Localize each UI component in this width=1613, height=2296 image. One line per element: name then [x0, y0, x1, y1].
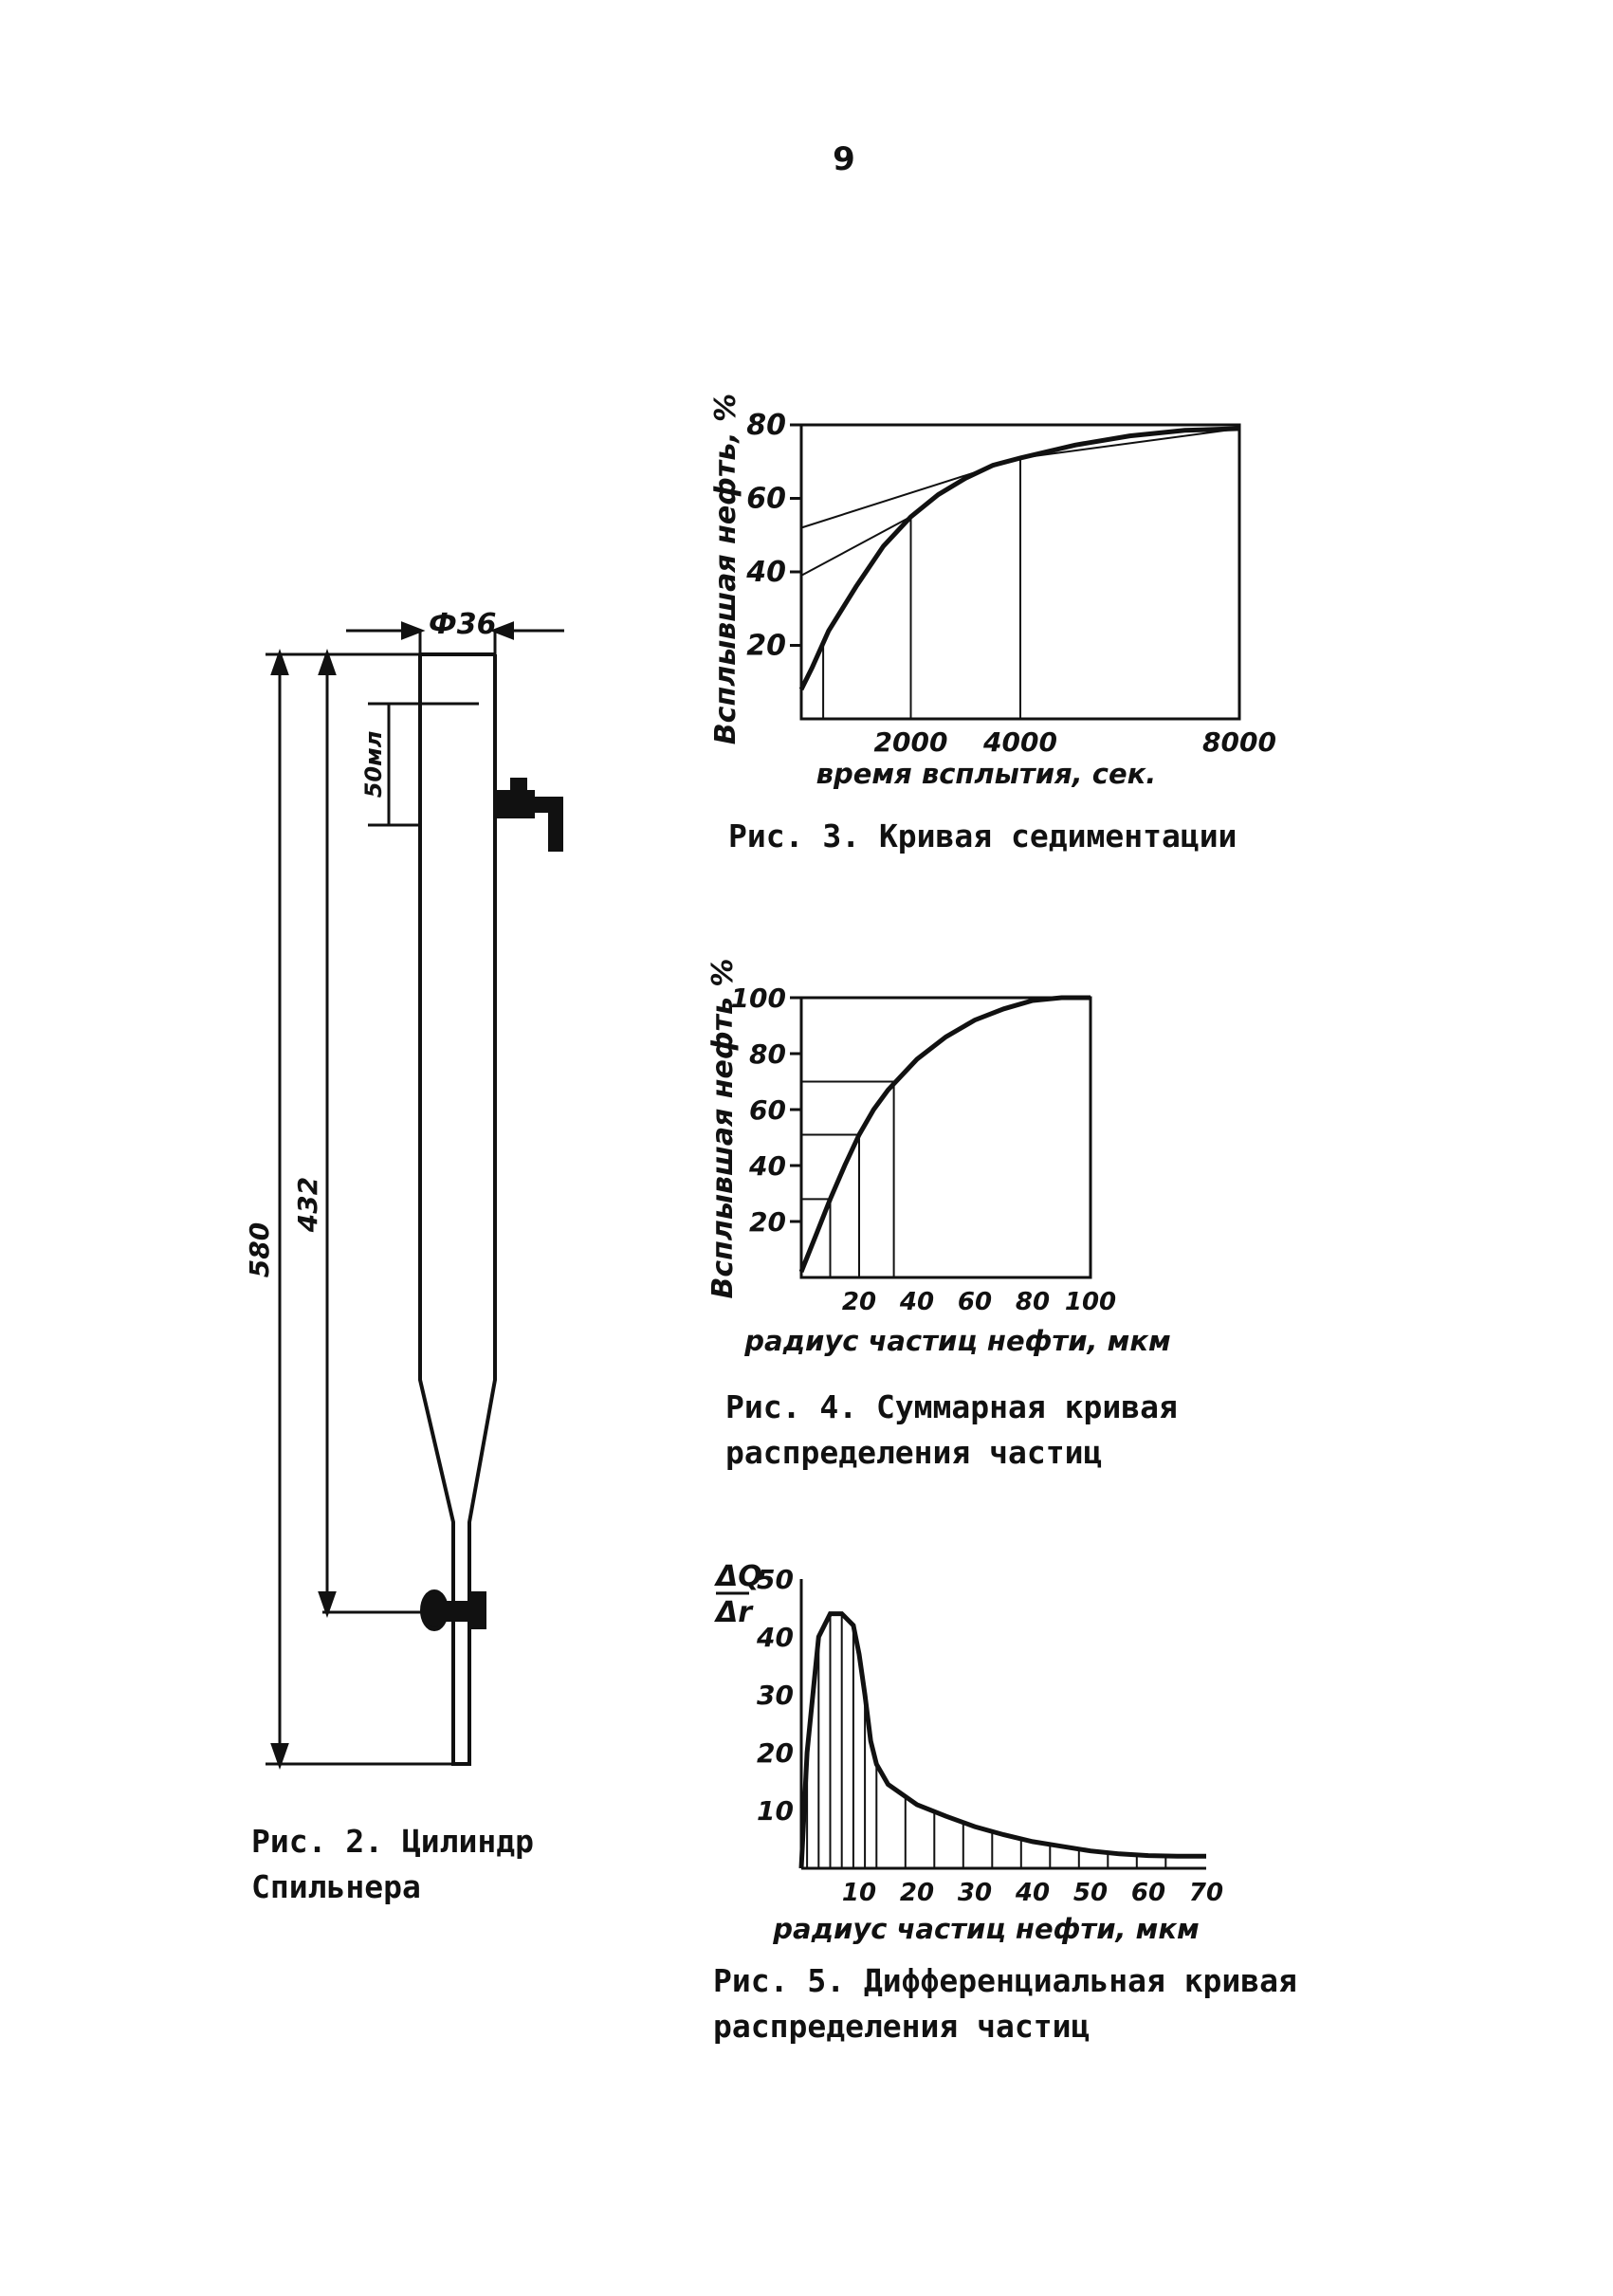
fig3-ytick-label-1: 60	[746, 482, 786, 516]
fig3-tangent-end	[1020, 429, 1239, 458]
fig4-ylabel: Всплывшая нефть %	[706, 958, 740, 1299]
fig3-y-ticks	[745, 409, 801, 663]
fig5-xlabel: радиус частиц нефти, мкм	[773, 1913, 1200, 1945]
fig2-caption: Рис. 2. Цилиндр Спильнера	[251, 1823, 535, 1905]
fig4-xtick-label-3: 80	[1015, 1288, 1051, 1316]
fig3-ytick-label-3: 20	[746, 629, 786, 663]
fig4-xtick-label-4: 100	[1064, 1288, 1117, 1316]
fig5-ytick-label-4: 10	[757, 1795, 794, 1827]
fig4-xtick-label-0: 20	[841, 1288, 877, 1316]
dim-height-inner-label: 432	[292, 1176, 323, 1233]
fig5-xtick-label-6: 70	[1188, 1879, 1224, 1907]
fig4-cumulative-chart	[706, 959, 1171, 1357]
fig5-caption: Рис. 5. Дифференциальная кривая распределения частиц	[713, 1962, 1297, 2045]
fig4-ytick-label-4: 20	[749, 1206, 786, 1238]
fig4-x-ticks	[842, 1288, 1116, 1316]
fig4-ytick-label-3: 40	[749, 1150, 786, 1182]
fig3-tangent-lower	[801, 517, 911, 576]
fig5-ylabel-den: Δr	[716, 1596, 753, 1629]
fig5-xtick-label-5: 60	[1130, 1879, 1166, 1907]
fig4-xlabel: радиус частиц нефти, мкм	[744, 1325, 1171, 1357]
fig4-ytick-label-1: 80	[749, 1038, 786, 1070]
fig5-x-ticks	[842, 1879, 1223, 1907]
fig5-xtick-label-0: 10	[841, 1879, 877, 1907]
fig5-xtick-label-4: 50	[1072, 1879, 1109, 1907]
fig5-y-ticks	[756, 1564, 794, 1827]
dim-diameter-label: Ф36	[429, 608, 497, 641]
page-number: 9	[833, 140, 855, 178]
fig4-caption: Рис. 4. Суммарная кривая распределения частиц	[725, 1388, 1178, 1471]
fig3-xlabel: время всплытия, сек.	[816, 758, 1157, 790]
fig4-reading-lines	[801, 1082, 894, 1278]
dim-height-total-label: 580	[244, 1221, 275, 1278]
fig3-ylabel: Всплывшая нефть, %	[709, 393, 742, 745]
fig3-sedimentation-chart	[709, 394, 1276, 790]
fig5-xtick-label-3: 40	[1015, 1879, 1051, 1907]
fig5-ytick-label-0: 50	[757, 1564, 794, 1595]
fig5-ylabel-num: ΔQ	[716, 1560, 762, 1593]
fig5-xtick-label-1: 20	[899, 1879, 935, 1907]
dim-volume-label: 50мл	[360, 730, 387, 799]
fig3-xtick-label-2: 8000	[1202, 726, 1276, 758]
fig5-xtick-label-2: 30	[957, 1879, 993, 1907]
fig4-ytick-label-2: 60	[749, 1094, 786, 1126]
fig5-ytick-label-3: 20	[757, 1737, 794, 1769]
fig4-xtick-label-1: 40	[899, 1288, 935, 1316]
fig5-curve	[801, 1614, 1206, 1868]
fig4-y-ticks	[731, 983, 801, 1238]
upper-tap	[495, 780, 561, 850]
fig3-ytick-label-2: 40	[746, 556, 786, 589]
fig4-ytick-label-0: 100	[730, 983, 786, 1014]
fig3-xtick-label-0: 2000	[873, 726, 948, 758]
fig5-ytick-label-2: 30	[757, 1680, 794, 1711]
fig4-xtick-label-2: 60	[957, 1288, 993, 1316]
fig3-ytick-label-0: 80	[746, 409, 786, 442]
fig3-xtick-label-1: 4000	[983, 726, 1057, 758]
fig5-differential-chart	[714, 1560, 1223, 1945]
fig5-ytick-label-1: 40	[757, 1622, 794, 1653]
fig3-caption: Рис. 3. Кривая седиментации	[728, 817, 1237, 854]
fig3-x-ticks	[874, 726, 1276, 758]
